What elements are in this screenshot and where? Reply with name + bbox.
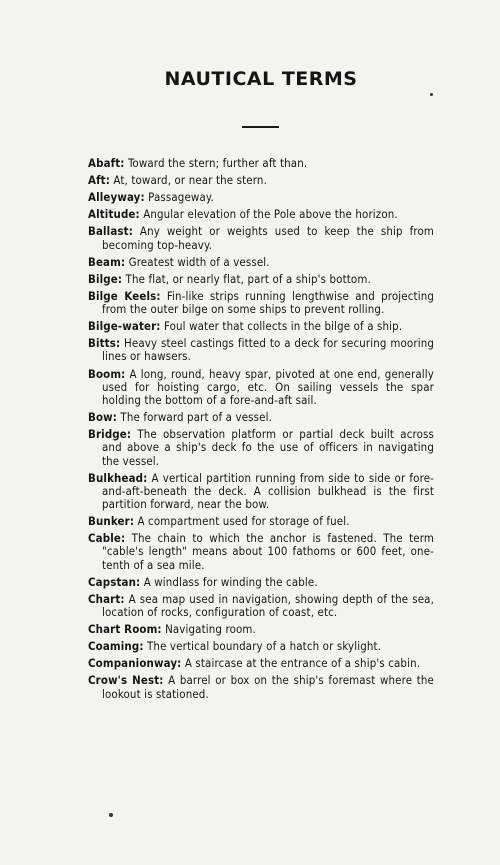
definition: Greatest width of a vessel.	[128, 254, 270, 269]
definition: The chain to which the anchor is fastened. The term "cable's length" means about 100 fathoms or 600 feet, one-tenth of a sea mile.	[102, 531, 435, 572]
definition: Fin-like strips running lengthwise and projecting from the outer bilge on some ships to prevent rolling.	[102, 288, 434, 317]
term: Companionway:	[88, 656, 182, 671]
term: Coaming:	[88, 639, 144, 654]
glossary-entry-aft	[88, 174, 434, 187]
definition: Foul water that collects in the bilge of a ship.	[163, 319, 403, 334]
term: Capstan:	[88, 574, 141, 589]
title-divider	[242, 126, 279, 128]
term: Bilge:	[88, 271, 123, 286]
term: Chart Room:	[88, 622, 162, 637]
paper-speck	[430, 93, 433, 96]
term: Bilge Keels:	[88, 288, 161, 303]
definition: At, toward, or near the stern.	[113, 173, 267, 188]
term: Crow's Nest:	[88, 673, 164, 688]
glossary-entry-crows-nest	[88, 674, 434, 700]
glossary-entry-bridge	[88, 428, 434, 468]
term: Aft:	[88, 173, 110, 188]
glossary-entry-bow	[88, 411, 434, 424]
glossary-entry-bilge-keels	[88, 290, 434, 316]
term: Bridge:	[88, 427, 132, 442]
glossary-entry-ballast	[88, 225, 434, 251]
glossary-entry-bunker	[88, 515, 434, 528]
page-title: NAUTICAL TERMS	[164, 68, 358, 90]
term: Bow:	[88, 410, 118, 425]
glossary-entry-bulkhead	[88, 472, 434, 512]
term: Bitts:	[88, 336, 121, 351]
definition: Navigating room.	[165, 622, 256, 637]
term: Bilge-water:	[88, 319, 161, 334]
definition: A windlass for winding the cable.	[143, 574, 318, 589]
term: Boom:	[88, 366, 126, 381]
term: Alleyway:	[88, 190, 145, 205]
definition: A long, round, heavy spar, pivoted at one end, generally used for hoisting cargo, etc. On sailing vessels the spar holding the bottom of a fore-and-aft sail.	[102, 366, 434, 407]
definition: Angular elevation of the Pole above the horizon.	[143, 207, 398, 222]
term: Bunker:	[88, 514, 135, 529]
definition: Any weight or weights used to keep the ship from becoming top-heavy.	[102, 224, 435, 252]
definition: A barrel or box on the ship's foremast where the lookout is stationed.	[102, 673, 435, 701]
glossary-entry-cable	[88, 532, 434, 572]
term: Bulkhead:	[88, 470, 148, 485]
term: Ballast:	[88, 224, 133, 239]
glossary-entry-altitude	[88, 208, 434, 221]
glossary-entry-coaming	[88, 640, 434, 653]
definition: A sea map used in navigation, showing depth of the sea, location of rocks, configuration of coast, etc.	[102, 591, 434, 620]
definition: A vertical partition running from side to side or fore-and-aft-beneath the deck. A collision bulkhead is the first partition forward, near the bow.	[102, 470, 435, 512]
glossary-entry-companionway	[88, 657, 434, 670]
term: Altitude:	[88, 207, 140, 222]
glossary-entry-abaft	[88, 157, 434, 170]
definition: Passageway.	[148, 190, 214, 205]
glossary-list	[88, 157, 434, 705]
term: Abaft:	[88, 156, 125, 170]
glossary-entry-capstan	[88, 576, 434, 589]
definition: The forward part of a vessel.	[120, 410, 272, 425]
definition: A compartment used for storage of fuel.	[137, 514, 350, 529]
glossary-entry-boom	[88, 368, 434, 408]
term: Cable:	[88, 531, 126, 546]
glossary-entry-bilge	[88, 273, 434, 286]
glossary-entry-bitts	[88, 337, 434, 363]
paper-speck	[109, 813, 113, 817]
definition: The flat, or nearly flat, part of a ship's bottom.	[125, 271, 371, 286]
definition: A staircase at the entrance of a ship's cabin.	[184, 656, 421, 671]
definition: The observation platform or partial deck built across and above a ship's deck fo the use of officers in navigating the vessel.	[102, 427, 434, 468]
term: Beam:	[88, 254, 126, 269]
glossary-entry-bilge-water	[88, 320, 434, 333]
glossary-entry-chart-room	[88, 623, 434, 636]
glossary-entry-chart	[88, 593, 434, 619]
glossary-entry-beam	[88, 256, 434, 269]
term: Chart:	[88, 591, 125, 606]
definition: Heavy steel castings fitted to a deck for securing mooring lines or hawsers.	[102, 336, 434, 364]
glossary-entry-alleyway	[88, 191, 434, 204]
definition: Toward the stern; further aft than.	[127, 156, 308, 170]
definition: The vertical boundary of a hatch or skylight.	[147, 639, 382, 654]
